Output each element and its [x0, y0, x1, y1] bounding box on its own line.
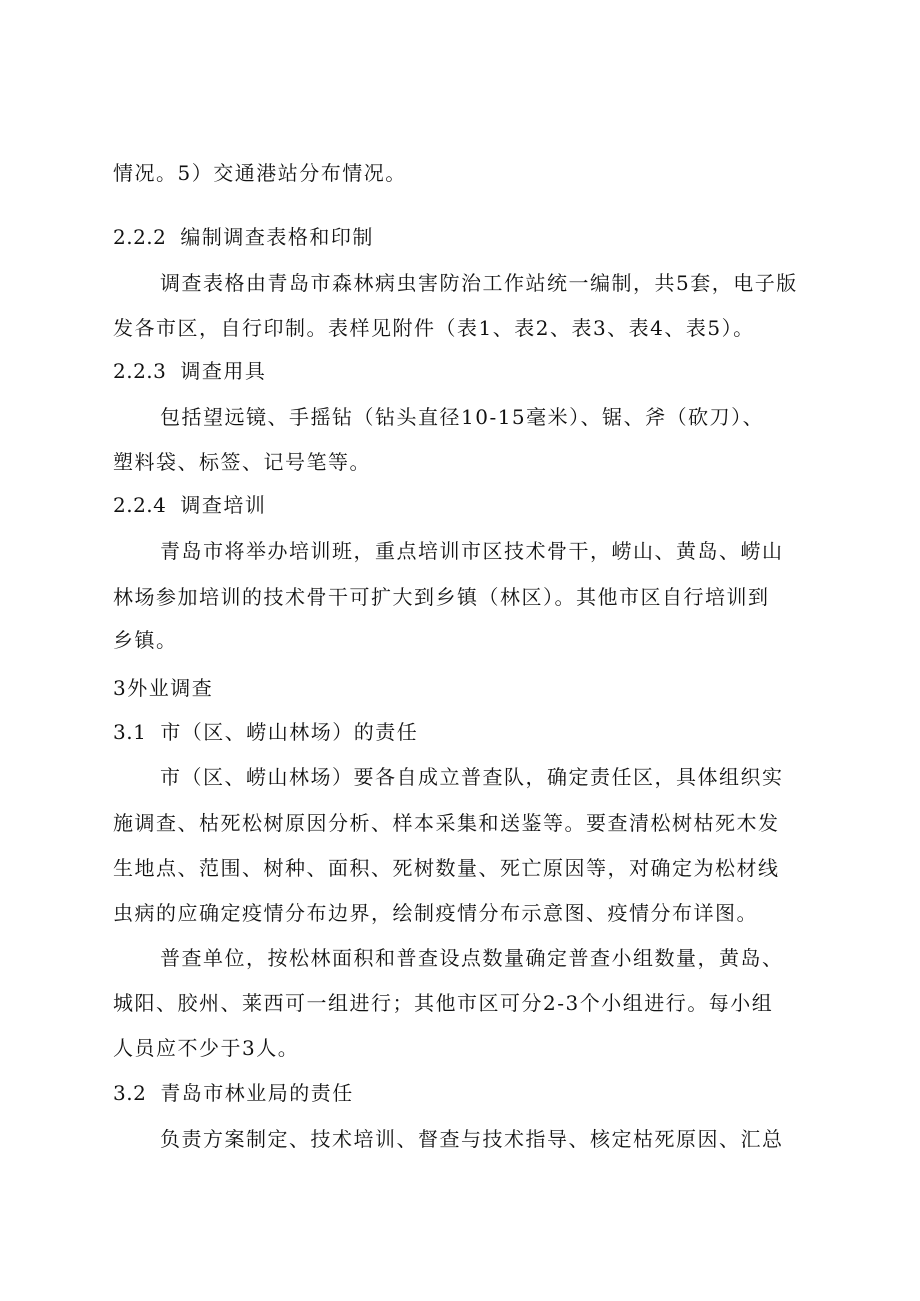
- paragraph-line: 市（区、崂山林场）要各自成立普查队，确定责任区，具体组织实: [160, 765, 784, 789]
- section-heading-3-2: [113, 1078, 354, 1108]
- section-number: 2.2.2: [113, 225, 167, 249]
- section-heading-2-2-3: [113, 356, 266, 386]
- section-heading-2-2-2: [113, 222, 374, 252]
- paragraph-line: 负责方案制定、技术培训、督查与技术指导、核定枯死原因、汇总: [160, 1127, 784, 1151]
- section-number: 2.2.3: [113, 359, 167, 383]
- section-number: 3.1: [113, 720, 147, 744]
- paragraph-line: 虫病的应确定疫情分布边界，绘制疫情分布示意图、疫情分布详图。: [113, 901, 758, 925]
- section-title: 青岛市林业局的责任: [160, 1081, 354, 1105]
- paragraph-line: 塑料袋、标签、记号笔等。: [113, 450, 371, 474]
- paragraph-line: 普查单位，按松林面积和普查设点数量确定普查小组数量，黄岛、: [160, 946, 784, 970]
- paragraph-line: 人员应不少于3人。: [113, 1036, 300, 1060]
- section-heading-3-1: [113, 717, 418, 747]
- section-number: 3.2: [113, 1081, 147, 1105]
- paragraph-line: 乡镇。: [113, 628, 178, 652]
- paragraph-line: 城阳、胶州、莱西可一组进行；其他市区可分2-3个小组进行。每小组: [113, 991, 774, 1015]
- paragraph-line: 调查表格由青岛市森林病虫害防治工作站统一编制，共5套，电子版: [160, 271, 798, 295]
- paragraph-line: 情况。5）交通港站分布情况。: [113, 161, 407, 185]
- section-heading-3: 3外业调查: [113, 676, 214, 700]
- paragraph-line: 林场参加培训的技术骨干可扩大到乡镇（林区）。其他市区自行培训到: [113, 585, 770, 609]
- paragraph-line: 青岛市将举办培训班，重点培训市区技术骨干，崂山、黄岛、崂山: [160, 539, 784, 563]
- section-title: 调查用具: [180, 359, 267, 383]
- section-title: 市（区、崂山林场）的责任: [160, 720, 419, 744]
- paragraph-line: 生地点、范围、树种、面积、死树数量、死亡原因等，对确定为松材线: [113, 856, 780, 880]
- paragraph-line: 施调查、枯死松树原因分析、样本采集和送鉴等。要查清松树枯死木发: [113, 811, 780, 835]
- paragraph-line: 包括望远镜、手摇钻（钻头直径10-15毫米）、锯、斧（砍刀）、: [160, 405, 765, 429]
- section-title: 编制调查表格和印制: [180, 225, 374, 249]
- section-number: 2.2.4: [113, 493, 167, 517]
- section-title: 调查培训: [180, 493, 267, 517]
- paragraph-line: 发各市区，自行印制。表样见附件（表1、表2、表3、表4、表5）。: [113, 316, 755, 340]
- section-heading-2-2-4: [113, 490, 266, 520]
